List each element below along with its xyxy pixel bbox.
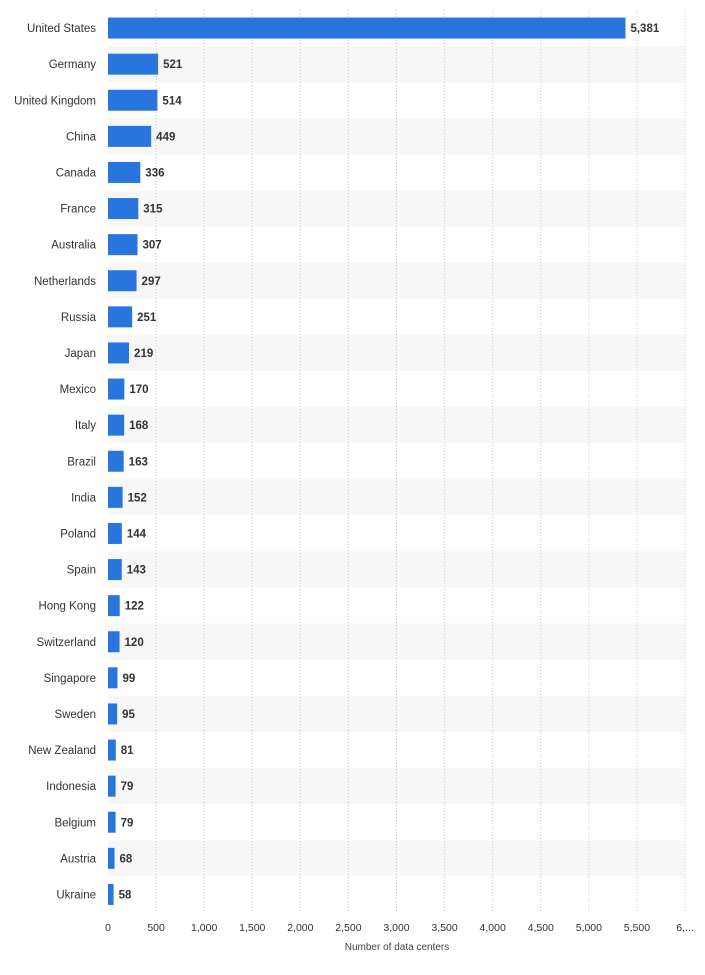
- category-label: Singapore: [43, 672, 96, 685]
- bar[interactable]: [108, 306, 132, 327]
- bar[interactable]: [108, 54, 158, 75]
- bar[interactable]: [108, 487, 123, 508]
- row-band: [108, 696, 685, 732]
- value-label: 99: [122, 672, 136, 685]
- value-label: 163: [128, 456, 148, 469]
- value-label: 521: [163, 59, 183, 72]
- value-label: 120: [124, 636, 144, 649]
- x-tick-label: 4,500: [527, 922, 554, 934]
- x-axis-tick-labels: [105, 922, 694, 934]
- category-label: Hong Kong: [38, 600, 96, 613]
- row-band: [108, 840, 685, 876]
- value-label: 297: [141, 275, 161, 288]
- bar[interactable]: [108, 776, 116, 797]
- category-label: Canada: [55, 167, 96, 180]
- bar[interactable]: [108, 198, 138, 219]
- bar[interactable]: [108, 523, 122, 544]
- bar[interactable]: [108, 270, 137, 291]
- value-label: 449: [156, 131, 176, 144]
- value-label: 514: [162, 95, 182, 108]
- bar[interactable]: [108, 595, 120, 616]
- x-tick-label: 500: [147, 922, 165, 934]
- bar[interactable]: [108, 812, 116, 833]
- bar[interactable]: [108, 848, 115, 869]
- category-label: Belgium: [54, 817, 96, 830]
- bar[interactable]: [108, 559, 122, 580]
- category-label: Indonesia: [46, 781, 96, 794]
- value-label: 168: [129, 420, 149, 433]
- bar[interactable]: [108, 342, 129, 363]
- category-label: New Zealand: [28, 745, 96, 758]
- value-label: 79: [120, 817, 134, 830]
- category-label: China: [65, 131, 96, 144]
- bar[interactable]: [108, 234, 138, 255]
- x-tick-label: 4,000: [479, 922, 506, 934]
- category-label: Switzerland: [36, 636, 96, 649]
- category-label: Brazil: [67, 456, 96, 469]
- bar[interactable]: [108, 740, 116, 761]
- category-label: France: [60, 203, 96, 216]
- x-tick-label: 2,000: [287, 922, 314, 934]
- value-label: 81: [120, 745, 134, 758]
- value-label: 5,381: [630, 23, 660, 36]
- x-tick-label: 1,500: [239, 922, 266, 934]
- value-label: 122: [124, 600, 144, 613]
- category-label: Mexico: [59, 384, 96, 397]
- x-tick-label: 3,500: [431, 922, 458, 934]
- category-label: India: [71, 492, 96, 505]
- category-label: United Kingdom: [14, 95, 96, 108]
- category-label: Russia: [60, 311, 96, 324]
- value-label: 79: [120, 781, 134, 794]
- value-label: 219: [134, 347, 154, 360]
- category-labels: [14, 23, 96, 901]
- bar[interactable]: [108, 162, 140, 183]
- bar[interactable]: [108, 667, 118, 688]
- category-label: Spain: [66, 564, 96, 577]
- x-axis-title: Number of data centers: [344, 942, 450, 953]
- category-label: Australia: [51, 239, 96, 252]
- category-label: United States: [26, 23, 96, 36]
- category-label: Japan: [64, 347, 96, 360]
- value-label: 315: [143, 203, 163, 216]
- value-label: 58: [118, 889, 132, 902]
- bar[interactable]: [108, 451, 124, 472]
- category-label: Poland: [60, 528, 96, 541]
- category-label: Sweden: [54, 708, 96, 721]
- category-label: Ukraine: [56, 889, 96, 902]
- bar[interactable]: [108, 90, 157, 111]
- bar[interactable]: [108, 631, 120, 652]
- bar[interactable]: [108, 703, 117, 724]
- category-label: Italy: [74, 420, 96, 433]
- x-tick-label: 3,000: [383, 922, 410, 934]
- value-label: 144: [126, 528, 147, 541]
- value-label: 143: [126, 564, 146, 577]
- value-label: 152: [127, 492, 147, 505]
- x-tick-label: 0: [105, 922, 111, 934]
- bar[interactable]: [108, 126, 151, 147]
- bar[interactable]: [108, 18, 625, 39]
- x-tick-label: 5,000: [575, 922, 602, 934]
- x-tick-label: 5,500: [623, 922, 651, 934]
- x-tick-label: 1,000: [191, 922, 218, 934]
- category-label: Austria: [60, 853, 96, 866]
- value-label: 68: [119, 853, 133, 866]
- value-label: 251: [137, 311, 157, 324]
- bar[interactable]: [108, 379, 124, 400]
- value-label: 95: [122, 708, 135, 721]
- bar[interactable]: [108, 884, 114, 905]
- row-band: [108, 624, 685, 660]
- bar[interactable]: [108, 415, 124, 436]
- value-label: 336: [145, 167, 165, 180]
- x-tick-label: 6,...: [676, 922, 694, 934]
- value-label: 170: [129, 384, 149, 397]
- value-label: 307: [142, 239, 162, 252]
- category-label: Netherlands: [33, 275, 96, 288]
- x-tick-label: 2,500: [335, 922, 362, 934]
- category-label: Germany: [48, 59, 96, 72]
- row-band: [108, 768, 685, 804]
